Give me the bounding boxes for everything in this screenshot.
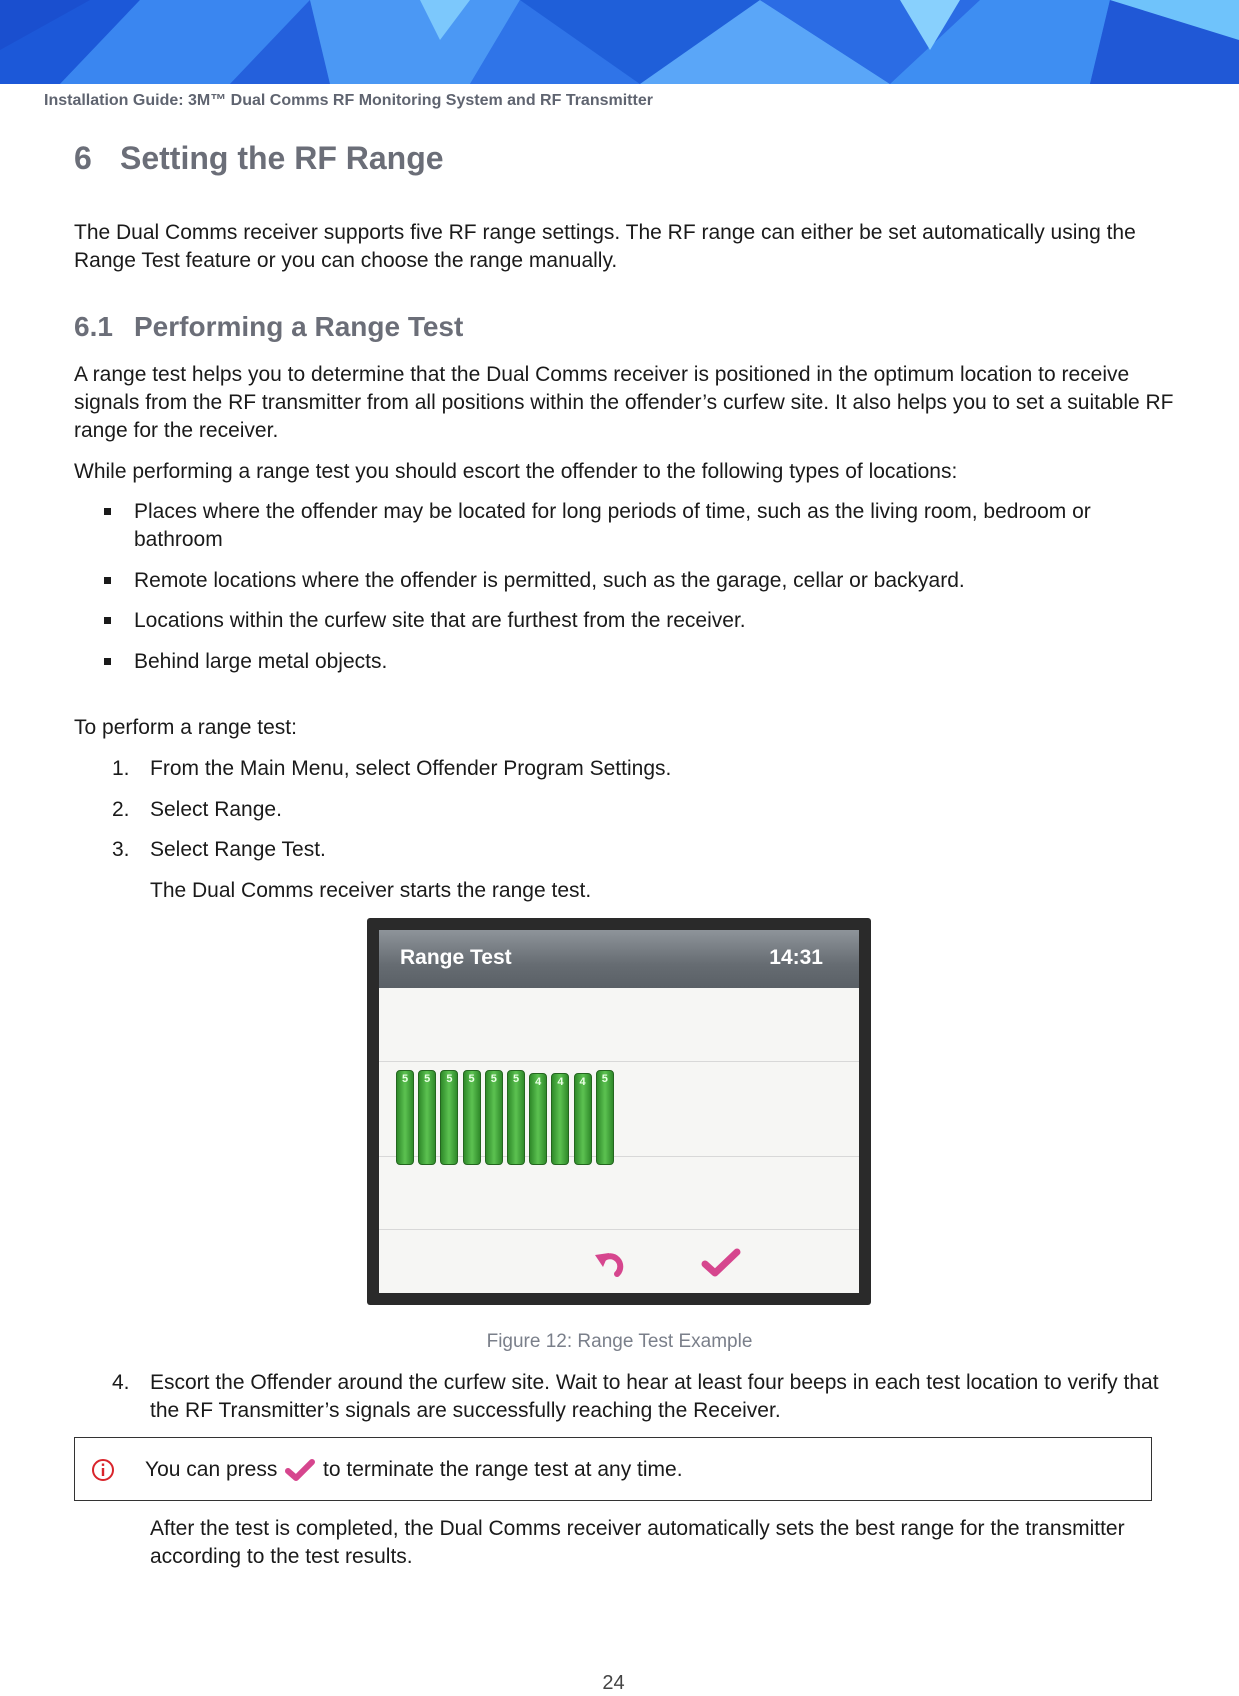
- check-icon: [285, 1459, 315, 1481]
- section-title: Setting the RF Range: [120, 140, 444, 176]
- screen-title-bar: [379, 930, 859, 988]
- range-test-figure: [367, 918, 871, 1305]
- list-item-text: Remote locations where the offender is permitted, such as the garage, cellar or backyard.: [134, 569, 965, 592]
- bullet-marker: [104, 577, 111, 584]
- running-header: Installation Guide: 3M™ Dual Comms RF Monitoring System and RF Transmitter: [44, 92, 653, 109]
- screen-title: Range Test: [400, 946, 512, 969]
- page-number: 24: [602, 1672, 625, 1694]
- screen-clock: 14:31: [769, 946, 823, 969]
- list-item: [104, 607, 1104, 635]
- closing-paragraph: After the test is completed, the Dual Comms receiver automatically sets the best range for the transmitter according to the test results.: [150, 1517, 1125, 1568]
- header-banner: [0, 0, 1239, 84]
- step-text: Escort the Offender around the curfew site. Wait to hear at least four beeps in each test location to verify that the RF Transmitter’s signals are successfully reaching the Receiver.: [150, 1371, 1159, 1422]
- procedure-step: [112, 836, 1172, 864]
- list-item: [104, 498, 1104, 554]
- subsection-title: Performing a Range Test: [134, 311, 464, 342]
- device-screen: [379, 930, 859, 1293]
- step-result: The Dual Comms receiver starts the range test.: [150, 879, 592, 902]
- list-item-text: Locations within the curfew site that are furthest from the receiver.: [134, 609, 746, 632]
- confirm-check-icon[interactable]: [701, 1248, 741, 1278]
- range-bar-label: 4: [557, 1075, 564, 1088]
- gridline: [379, 1061, 859, 1062]
- bullet-marker: [104, 617, 111, 624]
- info-icon: [91, 1458, 115, 1482]
- range-bar-label: 5: [401, 1073, 409, 1085]
- range-bar-label: 5: [512, 1073, 520, 1085]
- subsection-para-2: While performing a range test you should escort the offender to the following types of locations:: [74, 460, 958, 483]
- range-bar-label: 5: [468, 1073, 475, 1085]
- procedure-step: [112, 796, 1172, 824]
- list-item-text: Places where the offender may be located for long periods of time, such as the living room, bedroom or bathroom: [134, 500, 1091, 551]
- section-heading: [74, 140, 444, 177]
- note-text: [145, 1456, 683, 1484]
- step-text: From the Main Menu, select Offender Program Settings.: [150, 757, 672, 780]
- range-bar-label: 5: [446, 1073, 453, 1085]
- subsection-number: 6.1: [74, 311, 113, 342]
- bullet-marker: [104, 508, 111, 515]
- step-text: Select Range.: [150, 798, 282, 821]
- range-bar-label: 4: [579, 1075, 586, 1088]
- section-intro: The Dual Comms receiver supports five RF range settings. The RF range can either be set automatically using the Range Test feature or you can choose the range manually.: [74, 221, 1136, 272]
- note-text-before: You can press: [145, 1458, 278, 1481]
- range-bar-label: 5: [424, 1073, 431, 1085]
- back-arrow-icon[interactable]: [593, 1247, 629, 1279]
- subsection-para-1: A range test helps you to determine that the Dual Comms receiver is positioned in the optimum location to receive signals from the RF transmitter from all positions within the offender’s curfew site. It also helps you to set a suitable RF range for the receiver.: [74, 363, 1174, 442]
- range-bar-label: 5: [490, 1073, 497, 1085]
- step-number: 4.: [112, 1371, 130, 1394]
- list-item: [104, 567, 1104, 595]
- step-number: 1.: [112, 757, 130, 780]
- procedure-step: [112, 755, 1172, 783]
- range-bar-label: 5: [601, 1073, 608, 1085]
- list-item: [104, 648, 1104, 676]
- note-text-after: to terminate the range test at any time.: [323, 1458, 683, 1481]
- procedure-step: [112, 1369, 1172, 1425]
- step-number: 2.: [112, 798, 130, 821]
- figure-caption: Figure 12: Range Test Example: [486, 1331, 753, 1352]
- section-number: 6: [74, 140, 92, 176]
- range-bar-label: 4: [535, 1075, 542, 1088]
- step-text: Select Range Test.: [150, 838, 326, 861]
- procedure-intro: To perform a range test:: [74, 716, 297, 739]
- bullet-marker: [104, 658, 111, 665]
- gridline: [379, 1229, 859, 1230]
- banner-graphic: [0, 0, 1239, 84]
- list-item-text: Behind large metal objects.: [134, 650, 388, 673]
- subsection-heading: [74, 311, 463, 343]
- info-note: [74, 1437, 1152, 1501]
- step-number: 3.: [112, 838, 130, 861]
